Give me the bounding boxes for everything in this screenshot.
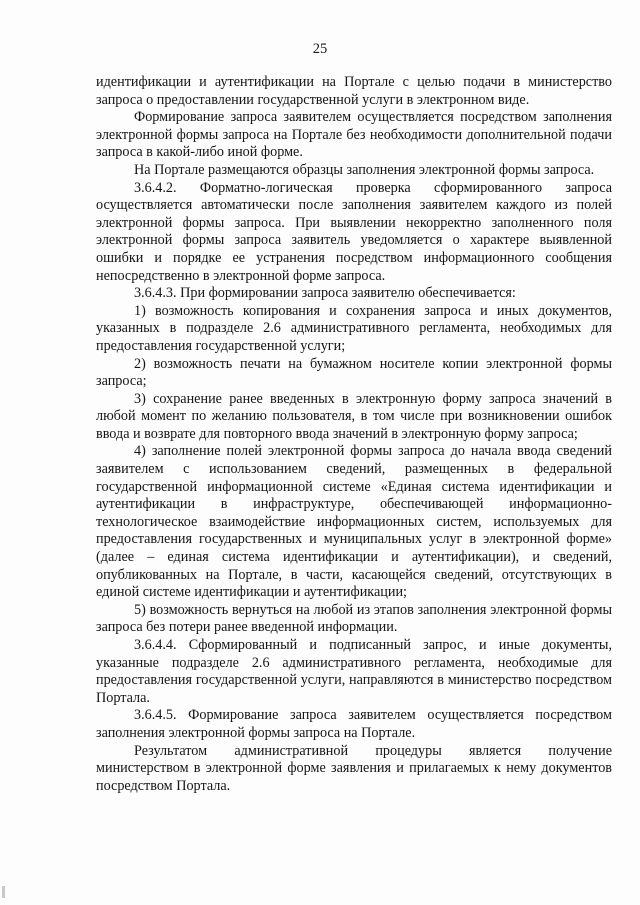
scan-artifact [2, 886, 5, 898]
paragraph-form-filling: Формирование запроса заявителем осуществляется посредством заполнения электронной формы запроса на Портале без необходимости дополнительной подачи запроса в какой-либо иной форме. [96, 109, 612, 161]
list-item-1: 1) возможность копирования и сохранения запроса и иных документов, указанных в подразделе 2.6 административного регламента, необходимых для предоставления государственной услуги; [96, 302, 612, 354]
list-item-5: 5) возможность вернуться на любой из этапов заполнения электронной формы запроса без потери ранее введенной информации. [96, 601, 612, 636]
paragraph-samples: На Портале размещаются образцы заполнения электронной формы запроса. [134, 161, 595, 178]
paragraph-result: Результатом административной процедуры является получение министерством в электронной форме заявления и прилагаемых к нему документов посредством Портала. [96, 742, 612, 794]
paragraph-3-6-4-5: 3.6.4.5. Формирование запроса заявителем осуществляется посредством заполнения электронной формы запроса на Портале. [96, 707, 612, 741]
paragraph-3-6-4-4: 3.6.4.4. Сформированный и подписанный запрос, и иные документы, указанные подразделе 2.6 административного регламента, необходимые для предоставления государственной услуги, направляются в министерство посредством Портала. [96, 637, 612, 706]
list-item-3: 3) сохранение ранее введенных в электронную форму запроса значений в любой момент по желанию пользователя, в том числе при возникновении ошибок ввода и возврате для повторного ввода значений в электронную форму запроса; [96, 390, 612, 442]
list-item-4: 4) заполнение полей электронной формы запроса до начала ввода сведений заявителем с использованием сведений, размещенных в федеральной государственной информационной системе «Единая система идентификации и аутентификации в инфраструктуре, обеспечивающей информационно-технологическое взаимодействие информационных систем, используемых для предоставления государственных и муниципальных услуг в электронной форме» (далее – единая система идентификации и аутентификации), и сведений, опубликованных на Портале, в части, касающейся сведений, отсутствующих в единой системе идентификации и аутентификации; [96, 443, 612, 601]
paragraph-3-6-4-3: 3.6.4.3. При формировании запроса заявителю обеспечивается: [134, 285, 516, 302]
list-item-2: 2) возможность печати на бумажном носителе копии электронной формы запроса; [96, 355, 612, 390]
page-number: 25 [312, 41, 328, 57]
document-body [96, 74, 612, 795]
paragraph-3-6-4-2: 3.6.4.2. Форматно-логическая проверка сформированного запроса осуществляется автоматически после заполнения заявителем каждого из полей электронной формы запроса. При выявлении некорректно заполненного поля электронной формы запроса заявитель уведомляется о характере выявленной ошибки и порядке ее устранения посредством информационного сообщения непосредственно в электронной форме запроса. [96, 179, 612, 284]
paragraph-continuation: идентификации и аутентификации на Портале с целью подачи в министерство запроса о предоставлении государственной услуги в электронном виде. [96, 74, 612, 108]
